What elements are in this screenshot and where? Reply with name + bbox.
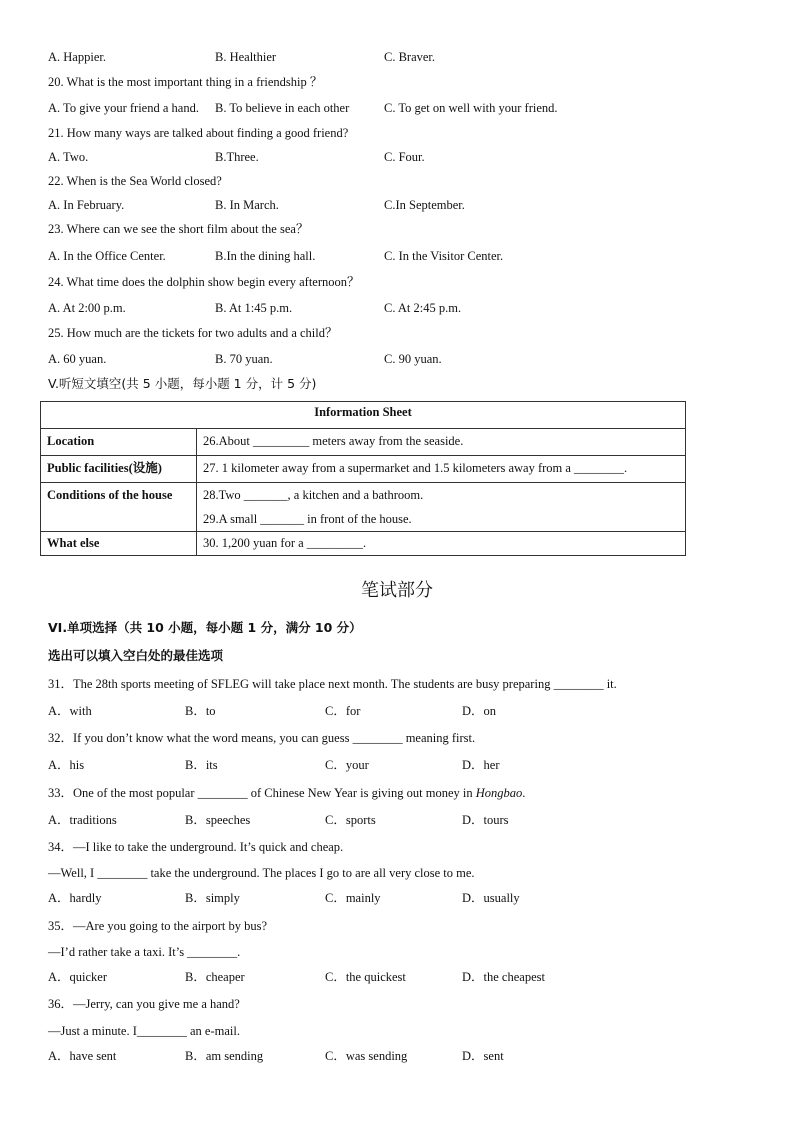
q25-option-c: C. 90 yuan. [384, 352, 442, 366]
q35-option-d: D．the cheapest [462, 970, 545, 984]
section5-heading: V.听短文填空(共 5 小题，每小题 1 分，计 5 分) [48, 376, 317, 391]
q36-stem-line2: —Just a minute. I________ an e-mail. [48, 1024, 240, 1038]
q33-option-b: B．speeches [185, 813, 251, 827]
q34-stem-line2: —Well, I ________ take the underground. The places I go to are all very close to me. [48, 866, 475, 880]
q21-option-a: A. Two. [48, 150, 89, 164]
q20-option-b: B. To believe in each other [215, 101, 350, 115]
q23-stem: 23. Where can we see the short film about the sea？ [48, 222, 309, 236]
q25-option-b: B. 70 yuan. [215, 352, 273, 366]
q24-option-a: A. At 2:00 p.m. [48, 301, 126, 315]
q33-stem [48, 785, 525, 801]
table-row [41, 456, 686, 483]
q34-stem-line1: 34．—I like to take the underground. It’s quick and cheap. [48, 840, 344, 854]
q34-option-c: C．mainly [325, 891, 381, 905]
q33-stem-italic: Hongbao [475, 786, 523, 800]
row-label-facilities: Public facilities(设施) [41, 456, 197, 483]
q22-option-c: C.In September. [384, 198, 465, 212]
q23-option-b: B.In the dining hall. [215, 249, 316, 263]
row-label-location: Location [41, 429, 197, 456]
q32-stem: 32．If you don’t know what the word means, you can guess ________ meaning first. [48, 731, 476, 745]
row-content-location: 26.About _________ meters away from the seaside. [197, 429, 686, 456]
q32-option-b: B．its [185, 758, 218, 772]
row-label-what-else: What else [41, 532, 197, 556]
row-content-conditions [197, 483, 686, 532]
q35-option-b: B．cheaper [185, 970, 245, 984]
q31-stem: 31．The 28th sports meeting of SFLEG will take place next month. The students are busy preparing ________ it. [48, 677, 617, 691]
q33-stem-text: 33．One of the most popular ________ of Chinese New Year is giving out money in [48, 786, 476, 800]
written-part-title: 笔试部分 [361, 580, 433, 601]
q33-stem-end: . [522, 786, 526, 800]
q35-stem-line1: 35．—Are you going to the airport by bus? [48, 919, 268, 933]
row-label-conditions: Conditions of the house [41, 483, 197, 532]
q32-option-c: C．your [325, 758, 369, 772]
q24-stem: 24. What time does the dolphin show begin every afternoon？ [48, 275, 360, 289]
q22-option-b: B. In March. [215, 198, 279, 212]
q33-option-a: A．traditions [48, 813, 117, 827]
q36-option-a: A．have sent [48, 1049, 117, 1063]
q34-option-b: B．simply [185, 891, 240, 905]
q24-option-c: C. At 2:45 p.m. [384, 301, 462, 315]
q35-stem-line2: —I’d rather take a taxi. It’s ________. [48, 945, 241, 959]
q36-option-b: B．am sending [185, 1049, 264, 1063]
information-sheet-title: Information Sheet [41, 402, 686, 429]
q32-option-d: D．her [462, 758, 500, 772]
q21-option-b: B.Three. [215, 150, 259, 164]
q33-option-c: C．sports [325, 813, 376, 827]
information-sheet-table [40, 401, 686, 556]
q23-option-a: A. In the Office Center. [48, 249, 166, 263]
row-content-facilities: 27. 1 kilometer away from a supermarket and 1.5 kilometers away from a ________. [197, 456, 686, 483]
q33-option-d: D．tours [462, 813, 509, 827]
q31-option-b: B．to [185, 704, 216, 718]
q31-option-d: D．on [462, 704, 497, 718]
q24-option-b: B. At 1:45 p.m. [215, 301, 293, 315]
q35-option-a: A．quicker [48, 970, 108, 984]
q19-option-b: B. Healthier [215, 50, 277, 64]
section6-instruction: 选出可以填入空白处的最佳选项 [48, 648, 224, 663]
q25-option-a: A. 60 yuan. [48, 352, 107, 366]
q34-option-a: A．hardly [48, 891, 102, 905]
table-row [41, 532, 686, 556]
q20-option-a: A. To give your friend a hand. [48, 101, 199, 115]
q19-option-c: C. Braver. [384, 50, 436, 64]
q22-option-a: A. In February. [48, 198, 125, 212]
row-content-what-else: 30. 1,200 yuan for a _________. [197, 532, 686, 556]
q21-option-c: C. Four. [384, 150, 425, 164]
q19-option-a: A. Happier. [48, 50, 106, 64]
q35-option-c: C．the quickest [325, 970, 406, 984]
table-row [41, 429, 686, 456]
q31-option-c: C．for [325, 704, 361, 718]
q25-stem: 25. How much are the tickets for two adults and a child？ [48, 326, 338, 340]
table-row [41, 483, 686, 532]
q23-option-c: C. In the Visitor Center. [384, 249, 504, 263]
q31-option-a: A．with [48, 704, 92, 718]
q22-stem: 22. When is the Sea World closed? [48, 174, 222, 188]
q34-option-d: D．usually [462, 891, 520, 905]
q32-option-a: A．his [48, 758, 85, 772]
row-content-line-28: 28.Two _______, a kitchen and a bathroom. [203, 488, 424, 502]
q21-stem: 21. How many ways are talked about finding a good friend? [48, 126, 349, 140]
q20-option-c: C. To get on well with your friend. [384, 101, 558, 115]
q36-stem-line1: 36．—Jerry, can you give me a hand? [48, 997, 240, 1011]
row-content-line-29: 29.A small _______ in front of the house. [203, 512, 412, 526]
q36-option-c: C．was sending [325, 1049, 408, 1063]
q20-stem: 20. What is the most important thing in a friendship ？ [48, 75, 323, 89]
q36-option-d: D．sent [462, 1049, 504, 1063]
section6-heading: VI.单项选择（共 10 小题，每小题 1 分，满分 10 分） [48, 620, 362, 635]
